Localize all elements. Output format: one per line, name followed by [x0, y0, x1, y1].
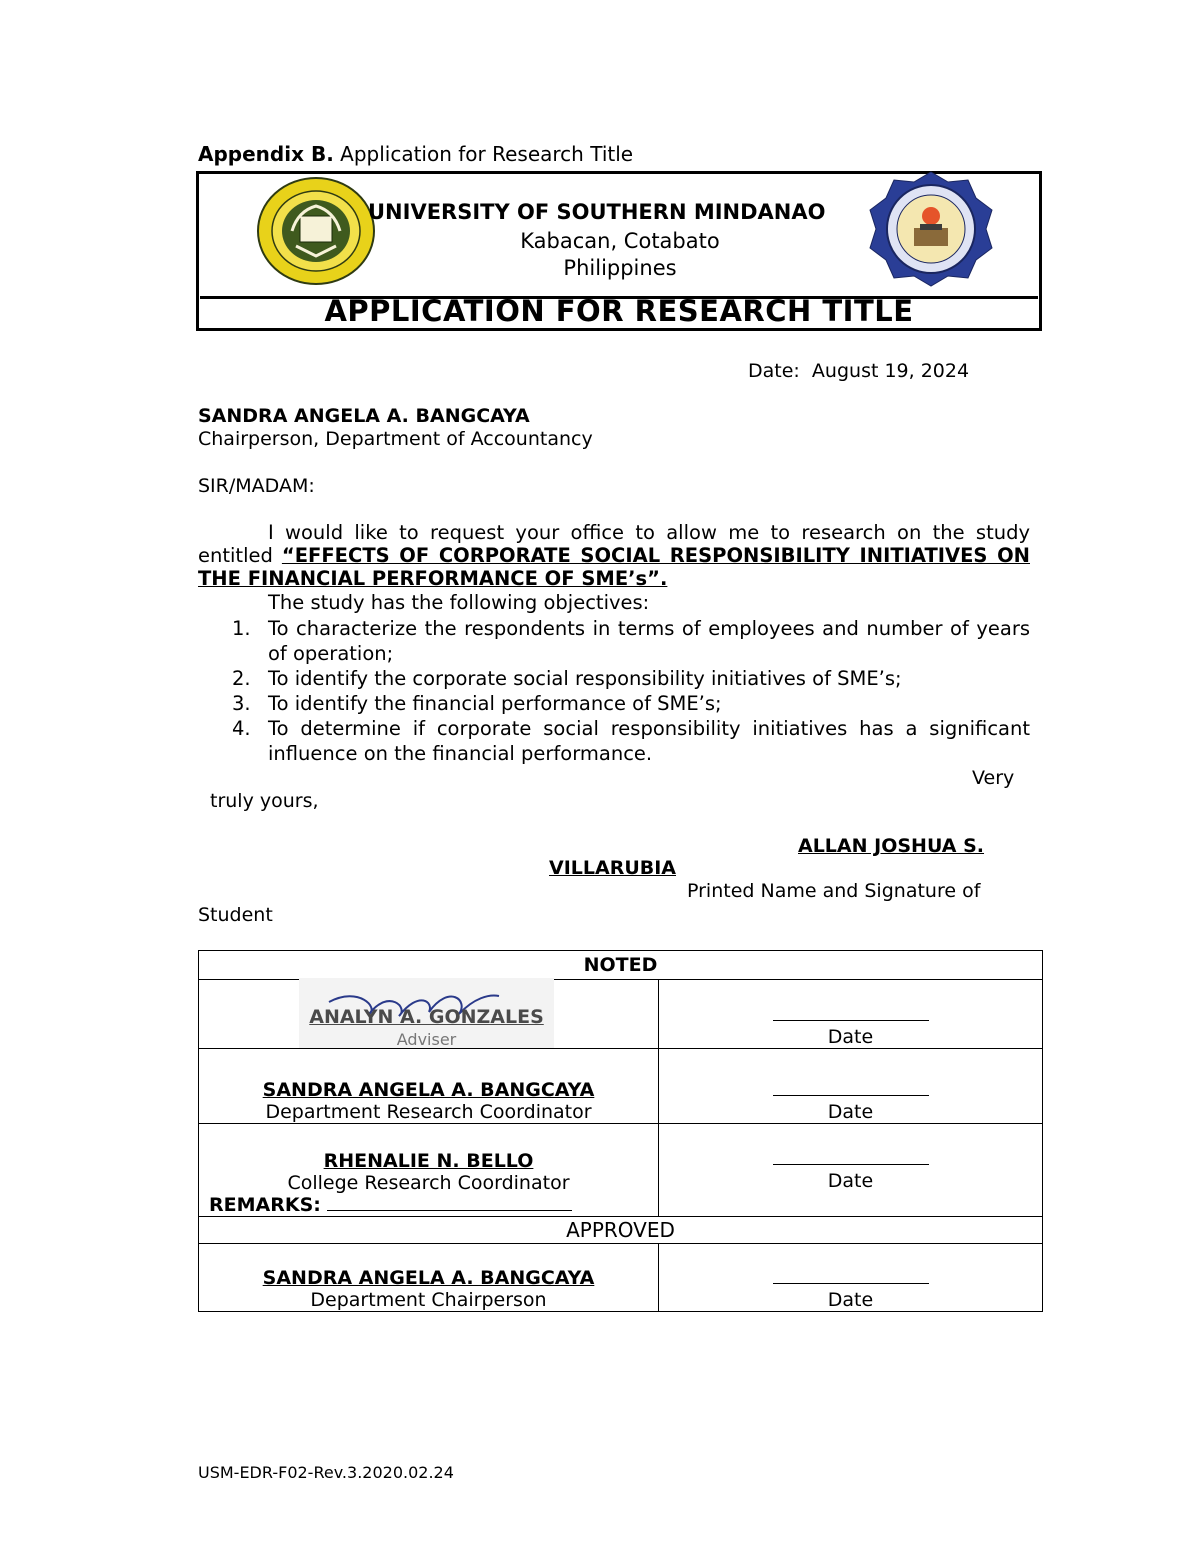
addressee-title: Chairperson, Department of Accountancy	[198, 428, 593, 450]
form-code-footer: USM-EDR-F02-Rev.3.2020.02.24	[198, 1463, 454, 1482]
addressee-name: SANDRA ANGELA A. BANGCAYA	[198, 405, 530, 427]
remarks-input-line[interactable]	[327, 1200, 572, 1211]
date-signature-line[interactable]	[773, 1269, 929, 1284]
objective-text: To determine if corporate social responsibility initiatives has a significant influence on the financial performance.	[268, 717, 1030, 765]
adviser-cell	[199, 980, 659, 1049]
coordinator-name: SANDRA ANGELA A. BANGCAYA	[262, 1079, 595, 1101]
approver-date-cell	[659, 1244, 1043, 1312]
appendix-text: Application for Research Title	[340, 142, 634, 166]
date-value: August 19, 2024	[811, 360, 970, 382]
college-coordinator-date-cell	[659, 1124, 1043, 1217]
objectives-intro: The study has the following objectives:	[268, 591, 650, 614]
noted-header: NOTED	[199, 951, 1043, 980]
objective-number: 2.	[232, 667, 251, 690]
date-signature-line[interactable]	[773, 1006, 929, 1021]
objective-item	[198, 716, 1030, 766]
date-label: Date	[827, 1289, 874, 1311]
objective-item	[198, 666, 1030, 691]
adviser-name: ANALYN A. GONZALES	[309, 1006, 544, 1028]
objective-number: 4.	[232, 717, 251, 740]
approved-header: APPROVED	[199, 1217, 1043, 1244]
adviser-date-cell	[659, 980, 1043, 1049]
coordinator-date-cell	[659, 1049, 1043, 1124]
signature-table	[198, 950, 1043, 1312]
request-paragraph	[198, 521, 1030, 590]
approver-role: Department Chairperson	[310, 1289, 547, 1311]
date-signature-line[interactable]	[773, 1150, 929, 1165]
college-coordinator-name: RHENALIE N. BELLO	[323, 1150, 534, 1172]
date-label: Date	[827, 1170, 874, 1192]
salutation: SIR/MADAM:	[198, 475, 315, 497]
appendix-heading	[198, 142, 633, 166]
remarks-field	[199, 1194, 658, 1216]
study-title: “EFFECTS OF CORPORATE SOCIAL RESPONSIBILITY INITIATIVES ON THE FINANCIAL PERFORMANCE OF SME’s”.	[198, 544, 1030, 590]
objective-text: To identify the financial performance of SME’s;	[268, 692, 722, 715]
student-name-part2: VILLARUBIA	[549, 857, 677, 879]
student-name-part1: ALLAN JOSHUA S.	[798, 835, 985, 857]
date-signature-line[interactable]	[773, 1081, 929, 1096]
request-intro: I would like to request your office to allow me to research on the study entitled	[198, 521, 1030, 567]
adviser-role: Adviser	[396, 1030, 457, 1049]
appendix-label: Appendix B.	[198, 142, 334, 166]
objective-item	[198, 616, 1030, 666]
coordinator-cell	[199, 1049, 659, 1124]
adviser-signature-block	[199, 980, 658, 1048]
objective-text: To identify the corporate social responsibility initiatives of SME’s;	[268, 667, 902, 690]
objective-item	[198, 691, 1030, 716]
approver-cell	[199, 1244, 659, 1312]
location-line-1: Kabacan, Cotabato	[520, 229, 720, 253]
remarks-label: REMARKS:	[209, 1194, 321, 1216]
form-title: APPLICATION FOR RESEARCH TITLE	[324, 294, 914, 328]
location-line-2: Philippines	[563, 256, 677, 280]
date-line	[748, 360, 969, 382]
coordinator-role: Department Research Coordinator	[265, 1101, 592, 1123]
student-caption-part1: Printed Name and Signature of	[687, 880, 981, 902]
college-coordinator-role: College Research Coordinator	[287, 1172, 570, 1194]
objective-text: To characterize the respondents in terms of employees and number of years of operation;	[268, 617, 1030, 665]
approver-name: SANDRA ANGELA A. BANGCAYA	[262, 1267, 595, 1289]
date-label: Date	[827, 1026, 874, 1048]
student-caption-part2: Student	[198, 904, 273, 926]
closing-truly: truly yours,	[210, 790, 319, 812]
university-name: UNIVERSITY OF SOUTHERN MINDANAO	[368, 200, 826, 224]
closing-very: Very	[972, 767, 1015, 789]
date-label: Date:	[748, 360, 800, 382]
date-label: Date	[827, 1101, 874, 1123]
objectives-list	[198, 616, 1030, 766]
objective-number: 3.	[232, 692, 251, 715]
objective-number: 1.	[232, 617, 251, 640]
college-coordinator-cell	[199, 1124, 659, 1217]
